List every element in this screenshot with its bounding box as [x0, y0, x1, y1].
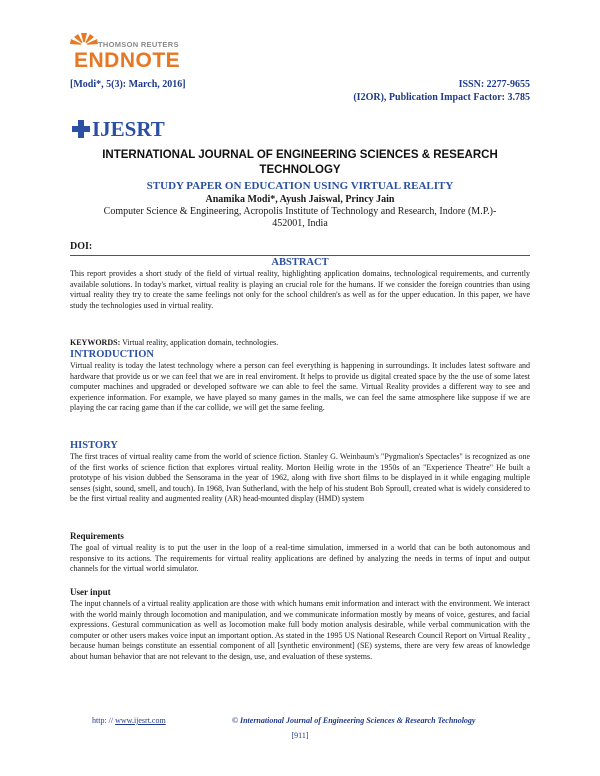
ijesrt-brand — [72, 117, 165, 141]
keywords — [70, 338, 530, 347]
requirements-text: The goal of virtual reality is to put the user in the loop of a real-time simulation, immersed in a world that can be both autonomous and responsive to its actions. The requirements for virtual reality applications are defined by analyzing the needs in terms of input and output channels for the virtual world simulator. — [70, 543, 530, 574]
requirements-heading: Requirements — [70, 531, 124, 541]
endnote-logo — [70, 30, 230, 78]
affiliation-line1: Computer Science & Engineering, Acropolis Institute of Technology and Research, Indore (M.P.)- — [103, 206, 497, 217]
paper-authors: Anamika Modi*, Ayush Jaiswal, Princy Jain — [205, 194, 395, 205]
header-issn: ISSN: 2277-9655 — [458, 79, 530, 90]
header-citation: [Modi*, 5(3): March, 2016] — [70, 79, 186, 90]
journal-title — [70, 148, 530, 178]
logo-thomson-reuters: THOMSON REUTERS — [98, 40, 179, 49]
page-number: [911] — [291, 731, 309, 740]
introduction-text: Virtual reality is today the latest technology where a person can feel everything is happening in surroundings. It includes latest software and hardware that provide us or we can feel that we are in real enviroment. It helps to provide us digital created space by the the use of some latest computer machines and upgraded or developed software we can able to feel the same. Virtual Reality provides a different way to see and experience information. For example, we have played so many games in the malls, we can feel the same atmosphere like suppose if we are playing the car racing game than if the car collide, we will get the same feeling. — [70, 361, 530, 413]
divider — [70, 255, 530, 256]
footer-url-link[interactable]: www.ijesrt.com — [115, 716, 166, 725]
affiliation-line2: 452001, India — [272, 218, 328, 229]
keywords-text: Virtual reality, application domain, technologies. — [120, 338, 279, 347]
journal-title-line1: INTERNATIONAL JOURNAL OF ENGINEERING SCIENCES & RESEARCH — [102, 149, 498, 161]
paper-affiliation — [70, 206, 530, 230]
ijesrt-name: IJESRT — [92, 116, 165, 141]
history-heading: HISTORY — [70, 440, 118, 451]
keywords-label: KEYWORDS: — [70, 338, 121, 347]
journal-title-line2: TECHNOLOGY — [259, 164, 341, 176]
logo-endnote: ENDNOTE — [74, 49, 181, 72]
paper-title: STUDY PAPER ON EDUCATION USING VIRTUAL REALITY — [146, 180, 454, 192]
abstract-heading: ABSTRACT — [271, 257, 329, 268]
introduction-heading: INTRODUCTION — [70, 349, 155, 360]
footer-url — [92, 716, 166, 725]
user-input-text: The input channels of a virtual reality application are those with which humans emit information and interact with the environment. We interact with the world mainly through locomotion and manipulation, and we communicate information mostly by means of voice, gestures, and facial expressions. Gestural communication as well as locomotion make full body motion analysis desirable, while verbal communication with the computer or other users makes voice input an important option. As stated in the 1995 US National Research Council Report on Virtual Reality , because human beings constitute an essential component of all [synthetic environment] (SE) systems, there are very few areas of knowledge about human behavior that are not relevant to the design, use, and evaluation of these systems. — [70, 599, 530, 661]
doi-label: DOI: — [70, 241, 93, 252]
user-input-heading: User input — [70, 587, 111, 597]
history-text: The first traces of virtual reality came from the world of science fiction. Stanley G. Weinbaum's "Pygmalion's Spectacles" is recognized as one of the first works of science fiction that explores virtual reality. Morton Heilig wrote in the 1950s of an "Experience Theatre" He built a prototype of his vision dubbed the Sensorama in the year of 1962, along with five short films to be displayed in it while engaging multiple senses (sight, sound, smell, and touch). In 1968, Ivan Sutherland, with the help of his student Bob Sproull, created what is widely considered to be the first virtual reality and augmented reality (AR) head-mounted display (HMD) system — [70, 452, 530, 504]
abstract-text: This report provides a short study of the field of virtual reality, highlighting application domains, technological requirements, and currently available solutions. In today's market, virtual reality is playing an crucial role for the humans. If we consider the foreign countries than using virtual reality they try to create the same feelings not only for the school children's as well as for the upper education. In this paper, we have study the technologies used in virtual reality. — [70, 269, 530, 310]
footer-copyright: © International Journal of Engineering Sciences & Research Technology — [232, 716, 476, 725]
footer-url-prefix: http: // — [92, 716, 116, 725]
header-impact-factor: (I2OR), Publication Impact Factor: 3.785 — [353, 92, 530, 103]
plus-icon — [72, 120, 90, 138]
